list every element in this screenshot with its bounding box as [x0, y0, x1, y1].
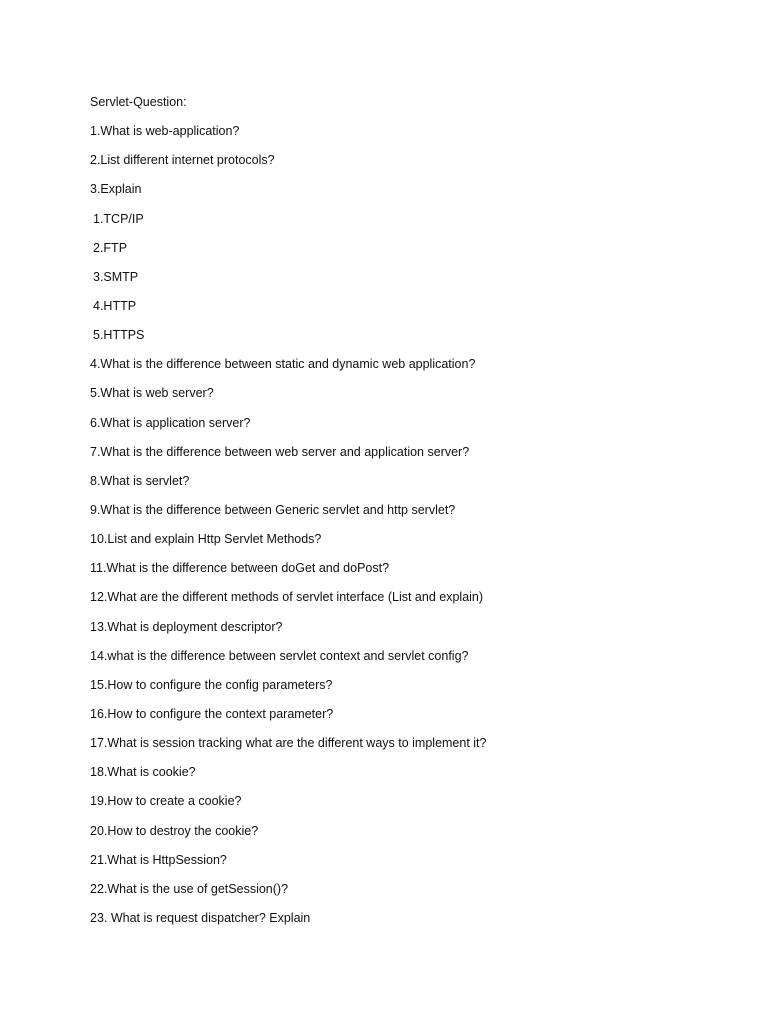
document-title: Servlet-Question: — [90, 95, 187, 109]
question-line: 17.What is session tracking what are the different ways to implement it? — [90, 736, 487, 751]
question-line: 20.How to destroy the cookie? — [90, 823, 259, 838]
question-line: 19.How to create a cookie? — [90, 794, 242, 809]
question-line: 23. What is request dispatcher? Explain — [90, 910, 311, 925]
question-line: 14.what is the difference between servlet context and servlet config? — [90, 648, 469, 663]
question-line: 8.What is servlet? — [90, 473, 190, 488]
protocol-subitem: 4.HTTP — [93, 298, 137, 313]
question-line: 21.What is HttpSession? — [90, 852, 227, 867]
question-line: 12.What are the different methods of servlet interface (List and explain) — [90, 590, 484, 605]
protocol-subitem: 2.FTP — [93, 240, 128, 255]
question-line: 1.What is web-application? — [90, 124, 240, 139]
question-line: 3.Explain — [90, 182, 142, 197]
question-line: 13.What is deployment descriptor? — [90, 619, 283, 634]
question-line: 2.List different internet protocols? — [90, 153, 275, 168]
question-line: 4.What is the difference between static and dynamic web application? — [90, 357, 476, 372]
question-line: 22.What is the use of getSession()? — [90, 881, 289, 896]
question-line: 6.What is application server? — [90, 415, 251, 430]
question-line: 18.What is cookie? — [90, 765, 196, 780]
question-line: 7.What is the difference between web server and application server? — [90, 444, 470, 459]
protocol-subitem: 3.SMTP — [93, 269, 139, 284]
question-line: 11.What is the difference between doGet and doPost? — [90, 561, 390, 576]
protocol-subitem: 5.HTTPS — [93, 328, 145, 343]
document-body — [90, 93, 730, 938]
question-line: 5.What is web server? — [90, 386, 214, 401]
question-line: 15.How to configure the config parameters? — [90, 677, 333, 692]
protocol-subitem: 1.TCP/IP — [93, 211, 144, 226]
question-line: 16.How to configure the context parameter? — [90, 706, 334, 721]
question-line: 9.What is the difference between Generic servlet and http servlet? — [90, 502, 456, 517]
question-line: 10.List and explain Http Servlet Methods? — [90, 532, 322, 547]
